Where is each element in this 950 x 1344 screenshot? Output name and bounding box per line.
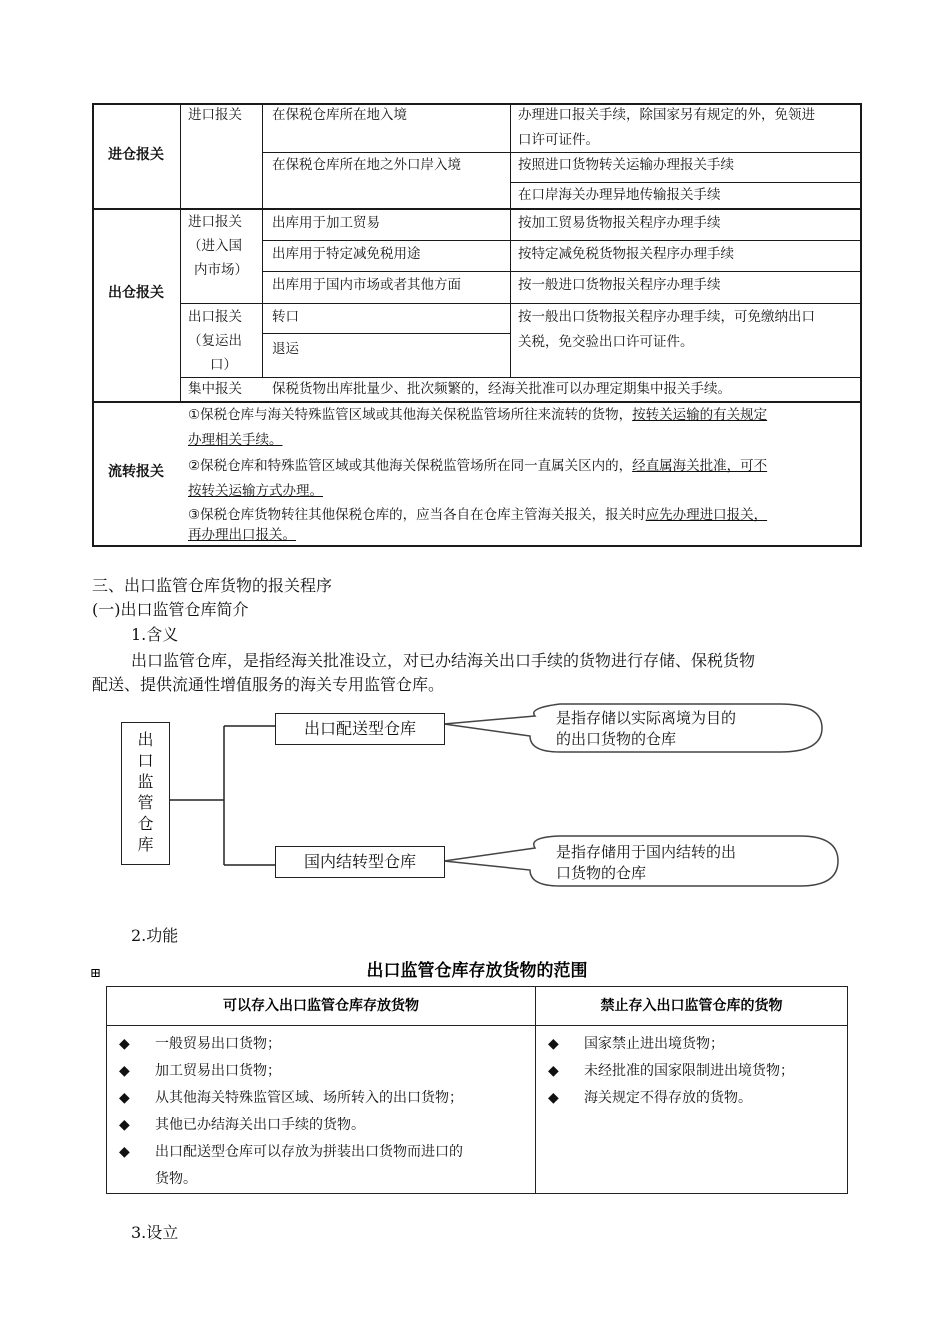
- branch-box-1: 出口配送型仓库: [275, 713, 445, 745]
- callout-1-text: 是指存储以实际离境为目的 的出口货物的仓库: [556, 709, 737, 748]
- in-r1-proc-l1: 办理进口报关手续，除国家另有规定的外，免领进: [518, 107, 815, 123]
- root-char: 口: [137, 751, 154, 770]
- out-dom-type-l1: 进口报关: [188, 214, 242, 230]
- list-item: ◆ 从其他海关特殊监管区域、场所转入的出口货物；: [107, 1085, 535, 1112]
- bullet-diamond-icon: ◆: [119, 1036, 130, 1052]
- out-central-type: 集中报关: [188, 381, 242, 397]
- out-dom-r1-cond: 出库用于加工贸易: [272, 215, 380, 231]
- bullet-diamond-icon: ◆: [119, 1144, 130, 1160]
- out-dom-r2-cond: 出库用于特定减免税用途: [272, 246, 421, 262]
- list-item: ◆ 国家禁止进出境货物；: [536, 1031, 847, 1058]
- allowed-list: [107, 1031, 535, 1193]
- bullet-diamond-icon: ◆: [119, 1090, 130, 1106]
- root-box: [121, 722, 170, 865]
- forbidden-header: 禁止存入出口监管仓库的货物: [536, 987, 847, 1026]
- bullet-diamond-icon: ◆: [548, 1090, 559, 1106]
- out-exp-proc-l1: 按一般出口货物报关程序办理手续，可免缴纳出口: [518, 309, 815, 325]
- item-3-establishment: 3.设立: [131, 1223, 179, 1242]
- bullet-diamond-icon: ◆: [548, 1036, 559, 1052]
- list-item-continuation: 货物。: [155, 1171, 197, 1187]
- allowed-column: [107, 987, 536, 1193]
- subheading-1: (一)出口监管仓库简介: [92, 600, 249, 619]
- root-char: 监: [137, 772, 154, 791]
- list-item: ◆ 加工贸易出口货物；: [107, 1058, 535, 1085]
- out-dom-r2-proc: 按特定减免税货物报关程序办理手续: [518, 246, 734, 262]
- storage-range-table: [106, 986, 848, 1194]
- item-2-function: 2.功能: [131, 926, 179, 945]
- out-dom-type-l3: 内市场）: [194, 262, 248, 278]
- definition-line1: 出口监管仓库，是指经海关批准设立，对已办结海关出口手续的货物进行存储、保税货物: [131, 651, 756, 670]
- in-type: 进口报关: [188, 107, 242, 123]
- out-dom-type-l2: （进入国: [188, 238, 242, 254]
- forbidden-list: [536, 1031, 847, 1112]
- list-item: ◆ 海关规定不得存放的货物。: [536, 1085, 847, 1112]
- out-exp-r1-cond: 转口: [272, 309, 299, 325]
- bullet-diamond-icon: ◆: [119, 1063, 130, 1079]
- out-dom-r3-cond: 出库用于国内市场或者其他方面: [272, 277, 461, 293]
- out-central-text: 保税货物出库批量少、批次频繁的，经海关批准可以办理定期集中报关手续。: [272, 381, 731, 397]
- branch-box-2: 国内结转型仓库: [275, 846, 445, 878]
- table2-title: 出口监管仓库存放货物的范围: [366, 961, 588, 981]
- flow-p2-line1: ②保税仓库和特殊监管区域或其他海关保税监管场所在同一直属关区内的，经直属海关批准，可不: [188, 458, 768, 474]
- flow-p1-line1: ①保税仓库与海关特殊监管区域或其他海关保税监管场所往来流转的货物，按转关运输的有关规定: [188, 407, 768, 423]
- root-char: 管: [137, 793, 154, 812]
- flow-p2-line2: 按转关运输方式办理。: [188, 483, 323, 499]
- list-item: ◆ 出口配送型仓库可以存放为拼装出口货物而进口的: [107, 1139, 535, 1166]
- forbidden-column: [536, 987, 847, 1193]
- section-label-in: 进仓报关: [108, 147, 164, 163]
- root-char: 库: [137, 835, 154, 854]
- flow-p3-line2: 再办理出口报关。: [188, 527, 296, 543]
- bullet-diamond-icon: ◆: [119, 1117, 130, 1133]
- in-r2-cond: 在保税仓库所在地之外口岸入境: [272, 157, 461, 173]
- flow-p3-line1: ③保税仓库货物转往其他保税仓库的，应当各自在仓库主管海关报关，报关时应先办理进口报关，: [188, 507, 768, 523]
- out-exp-type-l1: 出口报关: [188, 309, 242, 325]
- out-dom-r3-proc: 按一般进口货物报关程序办理手续: [518, 277, 721, 293]
- definition-line2: 配送、提供流通性增值服务的海关专用监管仓库。: [92, 675, 445, 694]
- root-char: 仓: [137, 814, 154, 833]
- callout-2-text: 是指存储用于国内结转的出 口货物的仓库: [556, 843, 737, 882]
- in-r1-cond: 在保税仓库所在地入境: [272, 107, 407, 123]
- out-exp-type-l3: 口）: [210, 357, 237, 373]
- allowed-header: 可以存入出口监管仓库存放货物: [107, 987, 535, 1026]
- warehouse-type-diagram: [0, 700, 950, 900]
- customs-procedure-table: [92, 103, 862, 547]
- flow-p1-line2: 办理相关手续。: [188, 432, 283, 448]
- bullet-diamond-icon: ◆: [548, 1063, 559, 1079]
- item-1-meaning: 1.含义: [131, 625, 179, 644]
- in-r2-proc-a: 按照进口货物转关运输办理报关手续: [518, 157, 734, 173]
- out-exp-r2-cond: 退运: [272, 341, 299, 357]
- out-exp-proc-l2: 关税，免交验出口许可证件。: [518, 334, 694, 350]
- section-label-out: 出仓报关: [108, 285, 164, 301]
- out-exp-type-l2: （复运出: [188, 333, 242, 349]
- in-r2-proc-b: 在口岸海关办理异地传输报关手续: [518, 187, 721, 203]
- root-char: 出: [137, 730, 154, 749]
- table-move-handle-icon[interactable]: ⊞: [90, 966, 101, 981]
- section-heading-3: 三、出口监管仓库货物的报关程序: [92, 576, 333, 595]
- in-r1-proc-l2: 口许可证件。: [518, 132, 599, 148]
- list-item: ◆ 其他已办结海关出口手续的货物。: [107, 1112, 535, 1139]
- out-dom-r1-proc: 按加工贸易货物报关程序办理手续: [518, 215, 721, 231]
- list-item: ◆ 未经批准的国家限制进出境货物；: [536, 1058, 847, 1085]
- list-item: ◆ 一般贸易出口货物；: [107, 1031, 535, 1058]
- section-label-flow: 流转报关: [108, 464, 164, 480]
